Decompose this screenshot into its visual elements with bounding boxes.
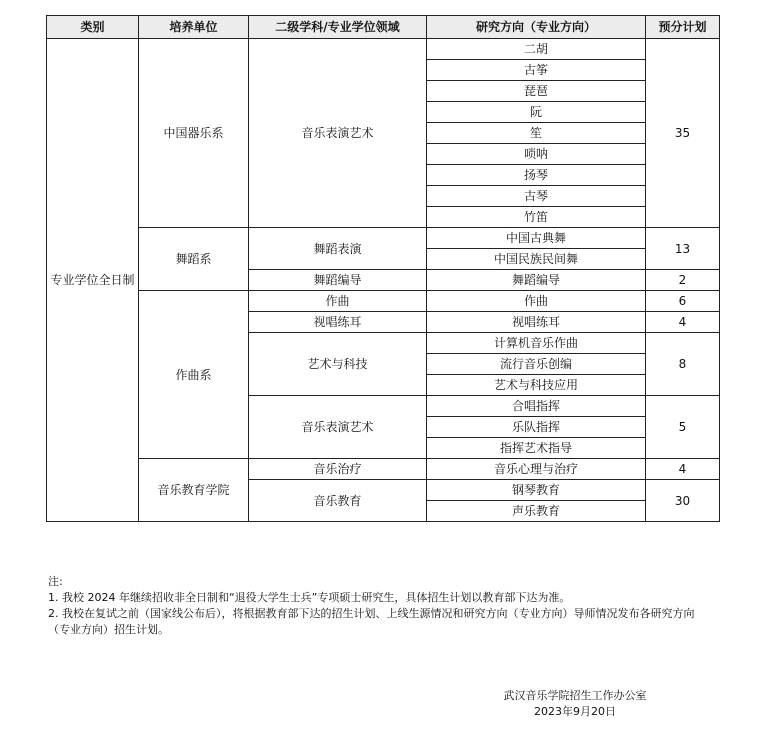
direction-cell: 扬琴: [427, 165, 646, 186]
signature-block: [470, 688, 680, 720]
unit-cell: 作曲系: [139, 291, 249, 459]
issuing-office: 武汉音乐学院招生工作办公室: [503, 689, 647, 702]
direction-cell: 笙: [427, 123, 646, 144]
direction-cell: 唢呐: [427, 144, 646, 165]
field-cell: 音乐表演艺术: [249, 39, 427, 228]
table-row: [47, 291, 720, 312]
direction-cell: 古琴: [427, 186, 646, 207]
header-plan: 预分计划: [646, 16, 720, 39]
category-cell: 专业学位全日制: [47, 39, 139, 522]
issue-date: 2023年9月20日: [534, 705, 616, 718]
note-item: 1. 我校 2024 年继续招收非全日制和“退役大学生士兵”专项硕士研究生，具体招生计划以教育部下达为准。: [48, 591, 571, 604]
direction-cell: 中国古典舞: [427, 228, 646, 249]
note-item: 2. 我校在复试之前（国家线公布后），将根据教育部下达的招生计划、上线生源情况和研究方向（专业方向）导师情况发布各研究方向（专业方向）招生计划。: [48, 607, 695, 636]
direction-cell: 乐队指挥: [427, 417, 646, 438]
header-unit: 培养单位: [139, 16, 249, 39]
field-cell: 音乐表演艺术: [249, 396, 427, 459]
direction-cell: 声乐教育: [427, 501, 646, 522]
direction-cell: 钢琴教育: [427, 480, 646, 501]
plan-cell: 35: [646, 39, 720, 228]
direction-cell: 计算机音乐作曲: [427, 333, 646, 354]
header-direction: 研究方向（专业方向）: [427, 16, 646, 39]
direction-cell: 二胡: [427, 39, 646, 60]
plan-cell: 8: [646, 333, 720, 396]
unit-cell: 音乐教育学院: [139, 459, 249, 522]
header-category: 类别: [47, 16, 139, 39]
direction-cell: 音乐心理与治疗: [427, 459, 646, 480]
direction-cell: 作曲: [427, 291, 646, 312]
direction-cell: 艺术与科技应用: [427, 375, 646, 396]
direction-cell: 古筝: [427, 60, 646, 81]
enrollment-plan-table: [46, 15, 720, 522]
field-cell: 音乐教育: [249, 480, 427, 522]
unit-cell: 舞蹈系: [139, 228, 249, 291]
plan-cell: 2: [646, 270, 720, 291]
direction-cell: 视唱练耳: [427, 312, 646, 333]
direction-cell: 合唱指挥: [427, 396, 646, 417]
direction-cell: 琵琶: [427, 81, 646, 102]
plan-cell: 30: [646, 480, 720, 522]
field-cell: 艺术与科技: [249, 333, 427, 396]
plan-cell: 4: [646, 312, 720, 333]
direction-cell: 指挥艺术指导: [427, 438, 646, 459]
direction-cell: 流行音乐创编: [427, 354, 646, 375]
header-field: 二级学科/专业学位领域: [249, 16, 427, 39]
plan-cell: 5: [646, 396, 720, 459]
plan-cell: 6: [646, 291, 720, 312]
notes-title: 注:: [48, 575, 63, 588]
field-cell: 舞蹈编导: [249, 270, 427, 291]
table-row: [47, 39, 720, 60]
direction-cell: 舞蹈编导: [427, 270, 646, 291]
field-cell: 作曲: [249, 291, 427, 312]
table-header-row: [47, 16, 720, 39]
direction-cell: 阮: [427, 102, 646, 123]
field-cell: 视唱练耳: [249, 312, 427, 333]
table-row: [47, 228, 720, 249]
table-row: [47, 459, 720, 480]
direction-cell: 中国民族民间舞: [427, 249, 646, 270]
notes-section: [48, 574, 708, 638]
plan-cell: 13: [646, 228, 720, 270]
direction-cell: 竹笛: [427, 207, 646, 228]
plan-cell: 4: [646, 459, 720, 480]
field-cell: 音乐治疗: [249, 459, 427, 480]
unit-cell: 中国器乐系: [139, 39, 249, 228]
field-cell: 舞蹈表演: [249, 228, 427, 270]
